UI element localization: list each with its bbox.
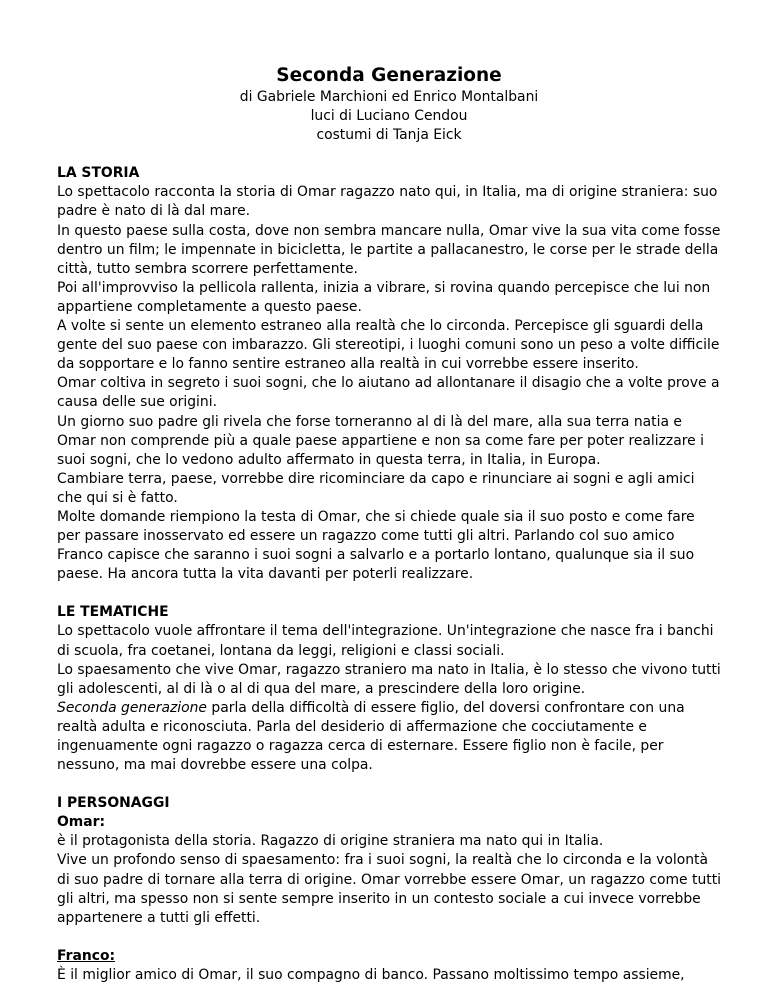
storia-paragraph: Lo spettacolo racconta la storia di Omar ragazzo nato qui, in Italia, ma di origine straniera: suo padre è nato di là dal mare. [57,184,718,220]
character-description: è il protagonista della storia. Ragazzo di origine straniera ma nato qui in Italia. [57,833,604,850]
tematiche-paragraph: Lo spaesamento che vive Omar, ragazzo straniero ma nato in Italia, è lo stesso che vivono tutti gli adolescenti, al di là o al di qua del mare, a prescindere della loro origine. [57,661,721,697]
character-description: È il miglior amico di Omar, il suo compagno di banco. Passano moltissimo tempo assieme, [57,966,685,983]
tematiche-paragraph [57,699,721,775]
section-personaggi [57,794,721,985]
section-heading-storia: LA STORIA [57,165,140,182]
storia-paragraph: Molte domande riempiono la testa di Omar, che si chiede quale sia il suo posto e come fare per passare inosservato ed essere un ragazzo come tutti gli altri. Parlando col suo amico Franco capisce che saranno i suoi sogni a salvarlo e a portarlo lontano, qualunque sia il suo paese. Ha ancora tutta la vita davanti per poterli realizzare. [57,508,695,583]
storia-paragraph: In questo paese sulla costa, dove non sembra mancare nulla, Omar vive la sua vita come fosse dentro un film; le impennate in bicicletta, le partite a pallacanestro, le corse per le strade della città, tutto sembra scorrere perfettamente. [57,222,721,277]
section-heading-personaggi: I PERSONAGGI [57,795,170,812]
storia-paragraph: Cambiare terra, paese, vorrebbe dire ricominciare da capo e rinunciare ai sogni e agli amici che qui si è fatto. [57,470,695,506]
character-franco [57,947,721,985]
credit-authors: di Gabriele Marchioni ed Enrico Montalbani [239,89,539,105]
tematiche-paragraph: Lo spettacolo vuole affrontare il tema dell'integrazione. Un'integrazione che nasce fra i banchi di scuola, fra coetanei, lontana da leggi, religioni e classi sociali. [57,623,714,659]
character-name-omar: Omar: [57,814,106,831]
storia-paragraph: Poi all'improvviso la pellicola rallenta, inizia a vibrare, si rovina quando percepisce che lui non appartiene completamente a questo paese. [57,279,711,315]
section-heading-tematiche: LE TEMATICHE [57,604,169,621]
credit-lights: luci di Luciano Cendou [310,108,468,125]
storia-paragraph: A volte si sente un elemento estraneo alla realtà che lo circonda. Percepisce gli sguardi della gente del suo paese con imbarazzo. Gli stereotipi, i luoghi comuni sono un peso a volte difficile da sopportare e lo fanno sentire estraneo alla realtà in cui vorrebbe essere inserito. [57,318,720,373]
section-tematiche [57,603,721,775]
storia-paragraph: Omar coltiva in segreto i suoi sogni, che lo aiutano ad allontanare il disagio che a volte prove a causa delle sue origini. [57,375,720,411]
storia-paragraph: Un giorno suo padre gli rivela che forse torneranno al di là del mare, alla sua terra natia e Omar non comprende più a quale paese appartiene e non sa come fare per poter realizzare i suoi sogni, che lo vedono adulto affermato in questa terra, in Italia, in Europa. [57,413,704,468]
section-storia [57,164,721,584]
character-description: Vive un profondo senso di spaesamento: fra i suoi sogni, la realtà che lo circonda e la volontà di suo padre di tornare alla terra di origine. Omar vorrebbe essere Omar, un ragazzo come tutti gli altri, ma spesso non si sente sempre inserito in un contesto sociale a cui invece vorrebbe appartenere a tutti gli effetti. [57,852,722,926]
credit-costumes: costumi di Tanja Eick [316,127,462,144]
document-page [57,64,721,985]
title-block [57,64,721,145]
character-omar [57,813,721,928]
tematiche-paragraph-text: parla della difficoltà di essere figlio, del doversi confrontare con una realtà adulta e riconosciuta. Parla del desiderio di affermazione che cocciutamente e ingenuamente ogni ragazzo o ragazza cerca di esternare. Essere figlio non è facile, per nessuno, ma mai dovrebbe essere una colpa. [57,699,685,774]
character-name-franco: Franco: [57,947,116,964]
title-italic: Seconda generazione [57,699,207,716]
document-title: Seconda Generazione [276,65,502,86]
